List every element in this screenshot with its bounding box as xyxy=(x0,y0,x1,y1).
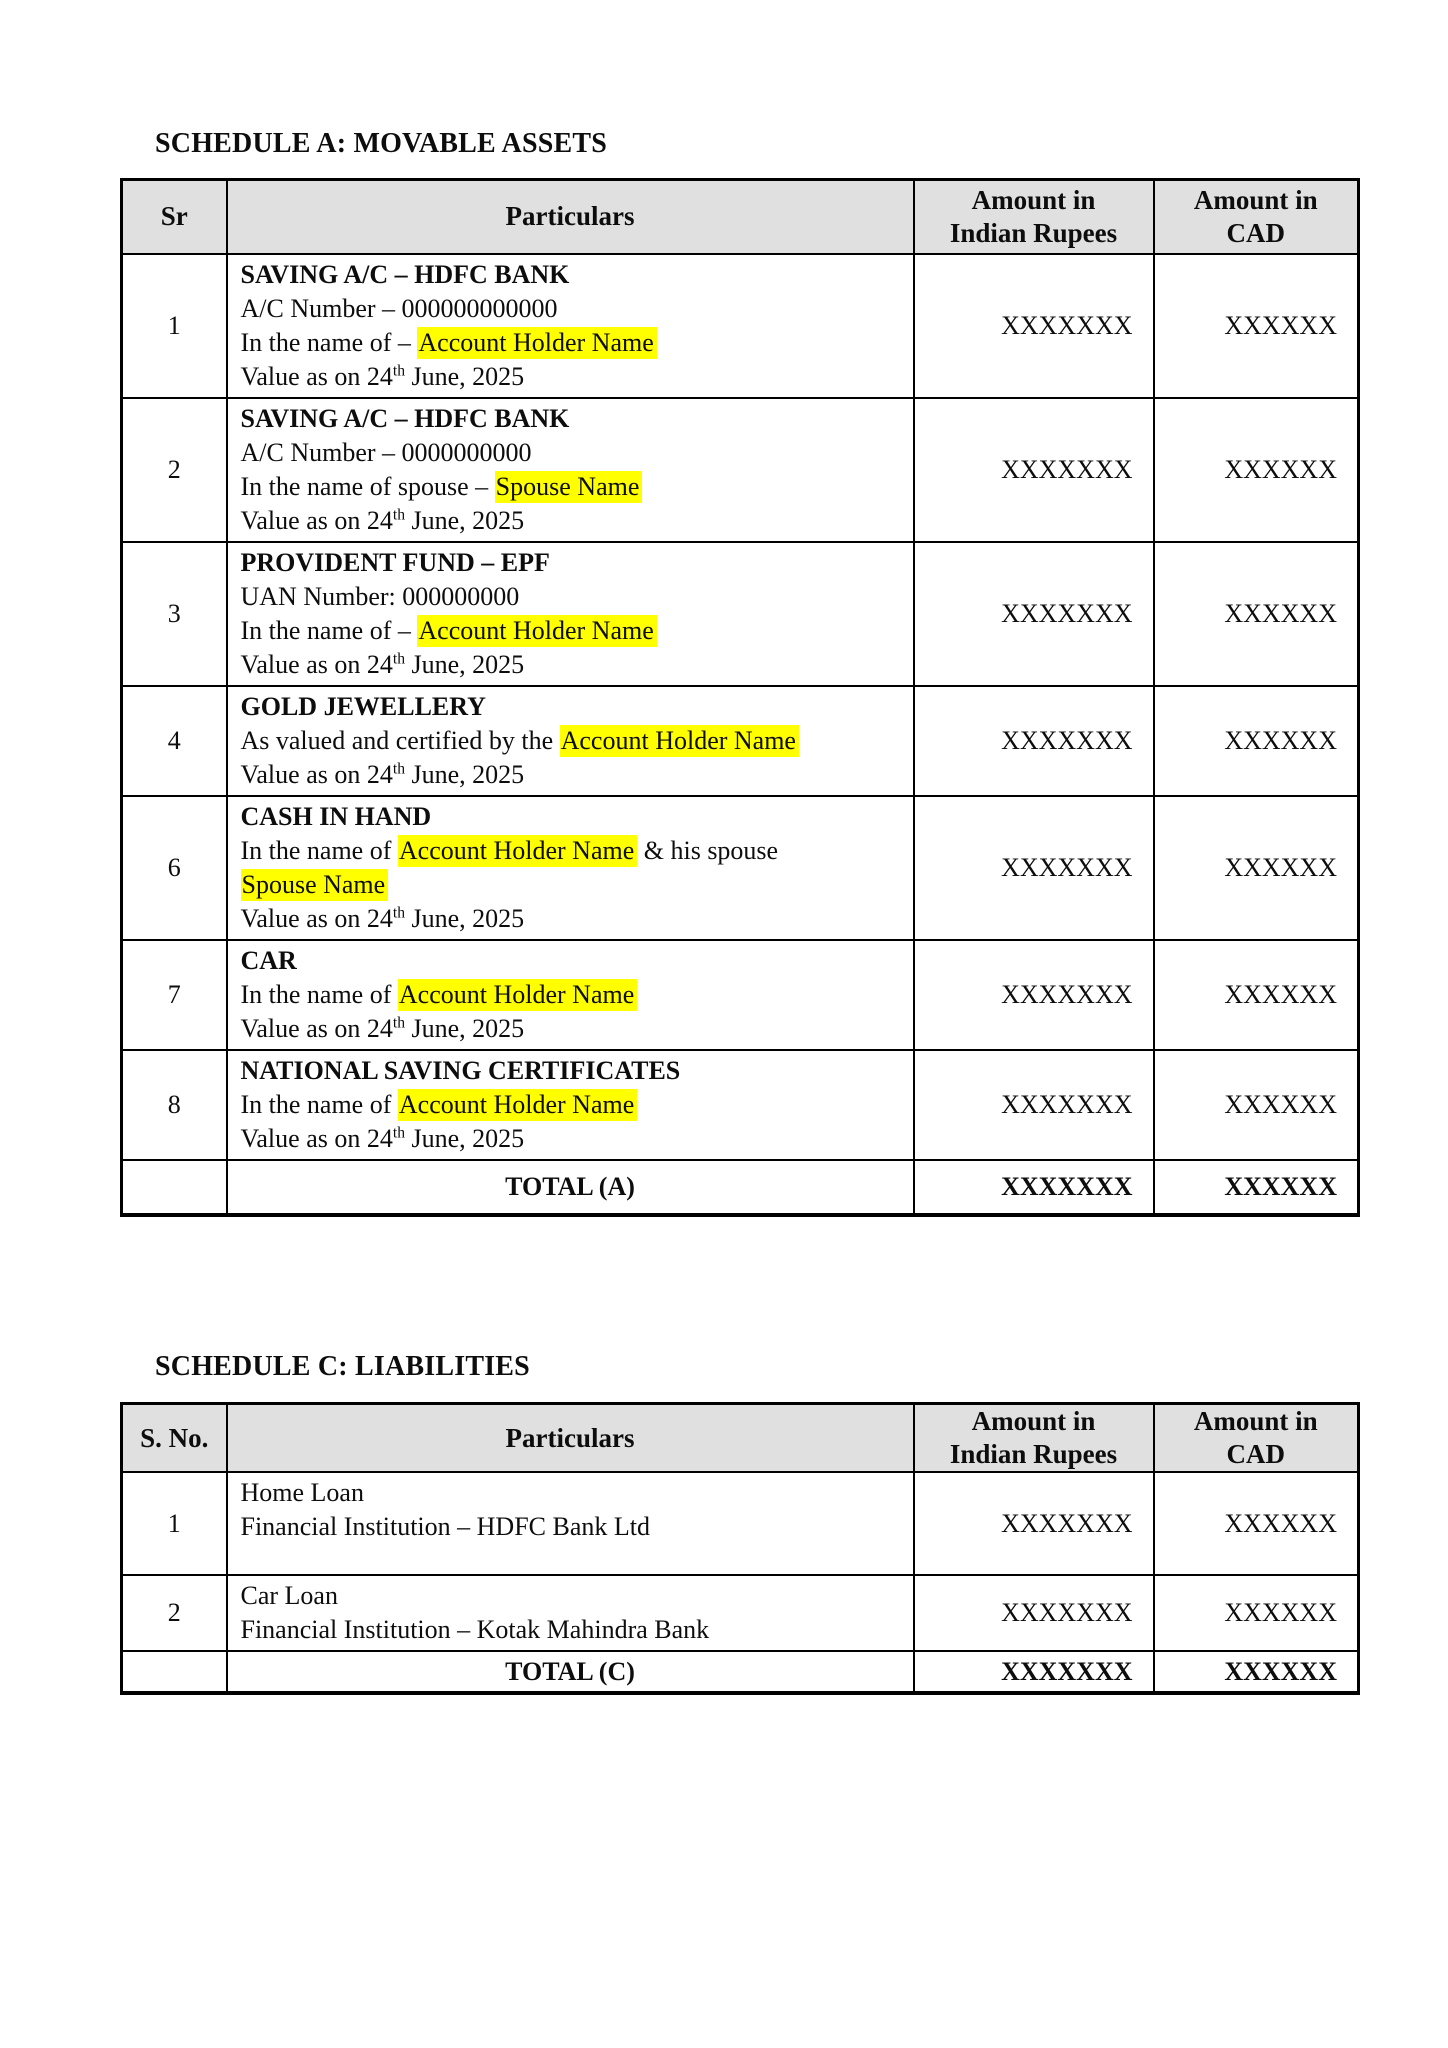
particulars-line xyxy=(241,436,901,470)
text-segment: A/C Number – 000000000000 xyxy=(240,293,558,323)
row-number-cell: 8 xyxy=(122,1050,227,1160)
row-number-cell: 1 xyxy=(122,254,227,398)
asset-row xyxy=(122,796,1359,940)
text-segment: June, 2025 xyxy=(405,759,525,789)
total-label: TOTAL (C) xyxy=(227,1651,914,1693)
schedule-c-section xyxy=(120,1350,1360,1695)
particulars-cell xyxy=(227,1050,914,1160)
amount-cad-cell: XXXXXX xyxy=(1154,1050,1359,1160)
schedule-a-section xyxy=(120,127,1360,1217)
text-segment: Financial Institution – HDFC Bank Ltd xyxy=(240,1512,650,1541)
column-header-cad: Amount in CAD xyxy=(1154,1404,1359,1473)
amount-cad-cell: XXXXXX xyxy=(1154,398,1359,542)
particulars-line xyxy=(241,690,901,724)
text-segment: Value as on 24 xyxy=(240,903,393,933)
particulars-line xyxy=(241,292,901,326)
row-number-cell: 7 xyxy=(122,940,227,1050)
text-segment: UAN Number: 000000000 xyxy=(240,581,520,611)
particulars-cell xyxy=(227,542,914,686)
text-segment: June, 2025 xyxy=(405,1013,525,1043)
liability-row xyxy=(122,1472,1359,1575)
schedule-c-table xyxy=(120,1402,1360,1695)
highlighted-placeholder: Spouse Name xyxy=(495,471,643,503)
text-segment: In the name of – xyxy=(240,327,418,357)
text-segment: A/C Number – 0000000000 xyxy=(240,437,532,467)
liability-row xyxy=(122,1575,1359,1651)
text-segment: June, 2025 xyxy=(405,903,525,933)
text-segment: Value as on 24 xyxy=(240,759,393,789)
row-number-cell: 6 xyxy=(122,796,227,940)
column-header-particulars: Particulars xyxy=(227,1404,914,1473)
particulars-line xyxy=(241,258,901,292)
particulars-line xyxy=(241,978,901,1012)
particulars-line xyxy=(241,834,901,868)
schedule-a-table xyxy=(120,178,1360,1217)
column-header-sr: S. No. xyxy=(122,1404,227,1473)
text-segment: GOLD JEWELLERY xyxy=(240,691,486,721)
text-segment: Value as on 24 xyxy=(240,649,393,679)
particulars-line xyxy=(241,470,901,504)
particulars-line xyxy=(241,402,901,436)
particulars-line xyxy=(241,614,901,648)
amount-inr-cell: XXXXXXX xyxy=(914,542,1154,686)
schedule-c-title: SCHEDULE C: LIABILITIES xyxy=(155,1351,530,1382)
amount-cad-cell: XXXXXX xyxy=(1154,254,1359,398)
text-segment: As valued and certified by the xyxy=(240,725,560,755)
amount-inr-cell: XXXXXXX xyxy=(914,1050,1154,1160)
total-amount-cad: XXXXXX xyxy=(1154,1160,1359,1215)
asset-row xyxy=(122,940,1359,1050)
ordinal-suffix: th xyxy=(392,1013,405,1031)
ordinal-suffix: th xyxy=(392,361,405,379)
particulars-line xyxy=(241,724,901,758)
text-segment: June, 2025 xyxy=(405,361,525,391)
amount-inr-cell: XXXXXXX xyxy=(914,398,1154,542)
particulars-line xyxy=(241,1122,901,1156)
empty-cell xyxy=(122,1160,227,1215)
particulars-cell xyxy=(227,254,914,398)
particulars-line xyxy=(241,648,901,682)
column-header-sr: Sr xyxy=(122,180,227,254)
particulars-line xyxy=(241,758,901,792)
asset-row xyxy=(122,254,1359,398)
amount-cad-cell: XXXXXX xyxy=(1154,796,1359,940)
row-number-cell: 2 xyxy=(122,398,227,542)
particulars-cell xyxy=(227,1472,914,1575)
particulars-line xyxy=(241,1054,901,1088)
particulars-line xyxy=(241,800,901,834)
amount-inr-cell: XXXXXXX xyxy=(914,254,1154,398)
ordinal-suffix: th xyxy=(392,649,405,667)
row-number-cell: 4 xyxy=(122,686,227,796)
highlighted-placeholder: Spouse Name xyxy=(241,869,389,901)
text-segment: June, 2025 xyxy=(405,1123,525,1153)
header-row xyxy=(122,180,1359,254)
highlighted-placeholder: Account Holder Name xyxy=(560,725,799,757)
column-header-cad: Amount in CAD xyxy=(1154,180,1359,254)
asset-row xyxy=(122,542,1359,686)
text-segment: Car Loan xyxy=(240,1581,338,1610)
column-header-inr: Amount in Indian Rupees xyxy=(914,180,1154,254)
particulars-cell xyxy=(227,398,914,542)
amount-inr-cell: XXXXXXX xyxy=(914,1575,1154,1651)
text-segment: Home Loan xyxy=(240,1478,364,1507)
total-label: TOTAL (A) xyxy=(227,1160,914,1215)
ordinal-suffix: th xyxy=(392,1123,405,1141)
particulars-line xyxy=(241,944,901,978)
particulars-line xyxy=(241,1579,901,1613)
total-row xyxy=(122,1160,1359,1215)
text-segment: SAVING A/C – HDFC BANK xyxy=(240,259,570,289)
amount-cad-cell: XXXXXX xyxy=(1154,542,1359,686)
particulars-cell xyxy=(227,796,914,940)
text-segment: In the name of xyxy=(240,1089,398,1119)
text-segment: In the name of xyxy=(240,979,398,1009)
particulars-line xyxy=(241,580,901,614)
total-amount-inr: XXXXXXX xyxy=(914,1651,1154,1693)
particulars-line xyxy=(241,546,901,580)
particulars-line xyxy=(241,1476,901,1510)
amount-inr-cell: XXXXXXX xyxy=(914,940,1154,1050)
text-segment: Financial Institution – Kotak Mahindra Bank xyxy=(240,1615,710,1644)
row-number-cell: 3 xyxy=(122,542,227,686)
text-segment: Value as on 24 xyxy=(240,505,393,535)
asset-row xyxy=(122,686,1359,796)
particulars-line xyxy=(241,902,901,936)
highlighted-placeholder: Account Holder Name xyxy=(417,327,656,359)
text-segment: SAVING A/C – HDFC BANK xyxy=(240,403,570,433)
text-segment: CAR xyxy=(240,945,297,975)
text-segment: Value as on 24 xyxy=(240,1013,393,1043)
text-segment: In the name of – xyxy=(240,615,418,645)
column-header-inr: Amount in Indian Rupees xyxy=(914,1404,1154,1473)
total-amount-inr: XXXXXXX xyxy=(914,1160,1154,1215)
ordinal-suffix: th xyxy=(392,903,405,921)
total-row xyxy=(122,1651,1359,1693)
asset-row xyxy=(122,1050,1359,1160)
amount-inr-cell: XXXXXXX xyxy=(914,796,1154,940)
text-segment: June, 2025 xyxy=(405,649,525,679)
asset-row xyxy=(122,398,1359,542)
amount-cad-cell: XXXXXX xyxy=(1154,1575,1359,1651)
particulars-line xyxy=(241,1510,901,1544)
highlighted-placeholder: Account Holder Name xyxy=(398,1089,637,1121)
header-row xyxy=(122,1404,1359,1473)
ordinal-suffix: th xyxy=(392,505,405,523)
row-number-cell: 1 xyxy=(122,1472,227,1575)
particulars-line xyxy=(241,868,901,902)
particulars-cell xyxy=(227,686,914,796)
particulars-line xyxy=(241,1613,901,1647)
highlighted-placeholder: Account Holder Name xyxy=(417,615,656,647)
text-segment: PROVIDENT FUND – EPF xyxy=(240,547,550,577)
column-header-particulars: Particulars xyxy=(227,180,914,254)
particulars-line xyxy=(241,1088,901,1122)
amount-cad-cell: XXXXXX xyxy=(1154,1472,1359,1575)
text-segment: In the name of xyxy=(240,835,398,865)
particulars-line xyxy=(241,326,901,360)
particulars-cell xyxy=(227,940,914,1050)
amount-cad-cell: XXXXXX xyxy=(1154,686,1359,796)
text-segment: NATIONAL SAVING CERTIFICATES xyxy=(240,1055,681,1085)
particulars-line xyxy=(241,1012,901,1046)
highlighted-placeholder: Account Holder Name xyxy=(398,979,637,1011)
text-segment: CASH IN HAND xyxy=(240,801,432,831)
total-amount-cad: XXXXXX xyxy=(1154,1651,1359,1693)
text-segment: Value as on 24 xyxy=(240,1123,393,1153)
text-segment: Value as on 24 xyxy=(240,361,393,391)
ordinal-suffix: th xyxy=(392,759,405,777)
text-segment: June, 2025 xyxy=(405,505,525,535)
particulars-line xyxy=(241,504,901,538)
highlighted-placeholder: Account Holder Name xyxy=(398,835,637,867)
text-segment: In the name of spouse – xyxy=(240,471,495,501)
schedule-a-title: SCHEDULE A: MOVABLE ASSETS xyxy=(155,128,608,159)
row-number-cell: 2 xyxy=(122,1575,227,1651)
amount-cad-cell: XXXXXX xyxy=(1154,940,1359,1050)
particulars-cell xyxy=(227,1575,914,1651)
amount-inr-cell: XXXXXXX xyxy=(914,686,1154,796)
amount-inr-cell: XXXXXXX xyxy=(914,1472,1154,1575)
empty-cell xyxy=(122,1651,227,1693)
particulars-line xyxy=(241,360,901,394)
text-segment: & his spouse xyxy=(637,835,779,865)
